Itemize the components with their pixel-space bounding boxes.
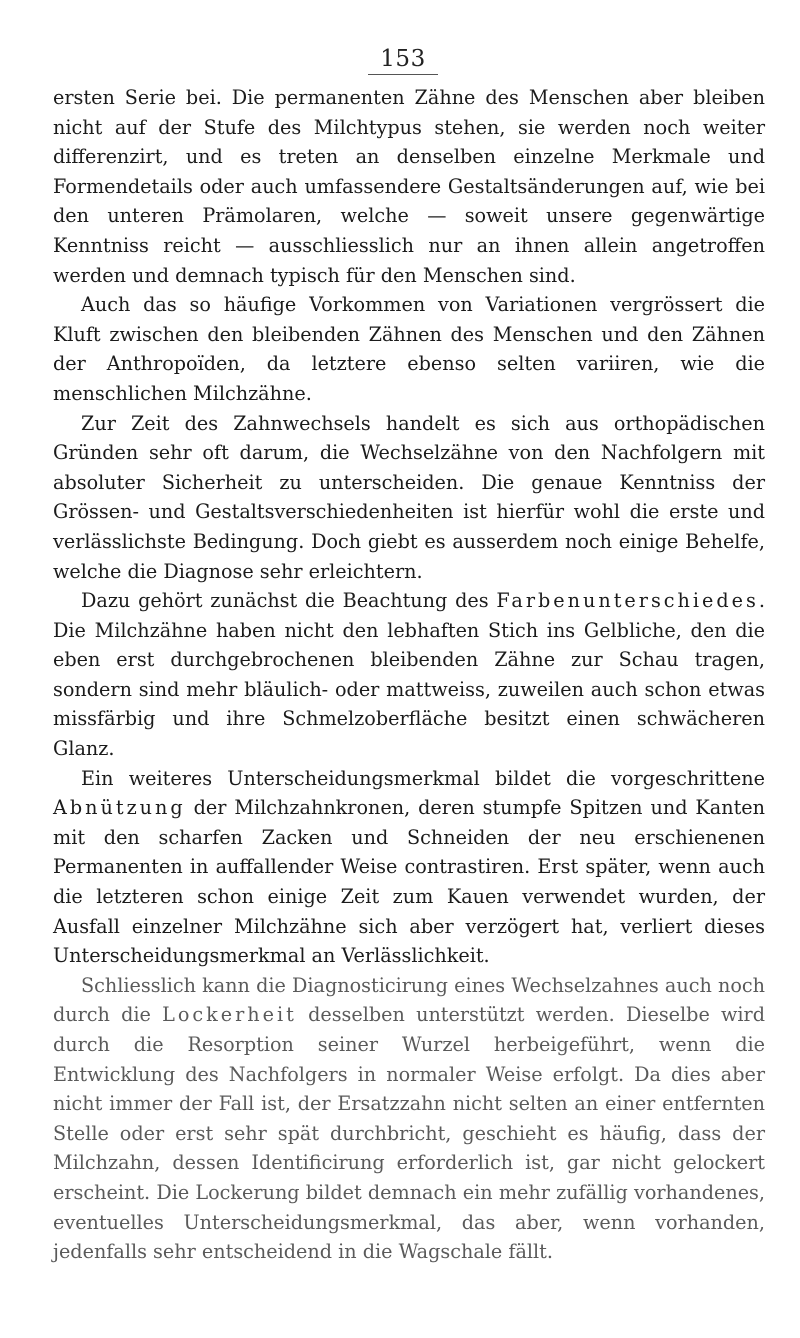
emphasized-term: Abnützung xyxy=(53,796,186,820)
emphasized-term: Lockerheit xyxy=(162,1003,297,1027)
text-run: der Milchzahnkronen, deren stumpfe Spitzen und Kanten mit den scharfen Zacken und Schneiden der neu erschienenen Permanenten in auffallender Weise contrastiren. Erst später, wenn auch die letzteren schon einige Zeit zum Kauen verwendet wurden, der Ausfall einzelner Milchzähne sich aber verzögert hat, verliert dieses Unterscheidungsmerkmal an Verlässlichkeit. xyxy=(53,796,765,968)
paragraph xyxy=(53,83,765,290)
text-run: Ein weiteres Unterscheidungsmerkmal bildet die vorgeschrittene xyxy=(81,766,765,790)
text-run: Schliesslich kann die Diagnosticirung eines Wechselzahnes auch noch durch die xyxy=(53,973,765,1027)
paragraph xyxy=(53,290,765,408)
paragraph xyxy=(53,409,765,587)
body-text xyxy=(53,83,765,1267)
text-run: . Die Milchzähne haben nicht den lebhaften Stich ins Gelbliche, den die eben erst durchgebrochenen bleibenden Zähne zur Schau tragen, sondern sind mehr bläulich- oder mattweiss, zuweilen auch schon etwas missfärbig und ihre Schmelzoberfläche besitzt einen schwächeren Glanz. xyxy=(53,589,765,761)
text-run: ersten Serie bei. Die permanenten Zähne des Menschen aber bleiben nicht auf der Stufe des Milchtypus stehen, sie werden noch weiter differenzirt, und es treten an denselben einzelne Merkmale und Formendetails oder auch umfassendere Gestaltsänderungen auf, wie bei den unteren Prämolaren, welche — soweit unsere gegenwärtige Kenntniss reicht — ausschliesslich nur an ihnen allein angetroffen werden und demnach typisch für den Menschen sind. xyxy=(53,86,765,287)
text-run: Auch das so häufige Vorkommen von Variationen vergrössert die Kluft zwischen den bleibenden Zähnen des Menschen und den Zähnen der Anthropoïden, da letztere ebenso selten variiren, wie die menschlichen Milchzähne. xyxy=(53,293,765,405)
paragraph xyxy=(53,971,765,1267)
paragraph xyxy=(53,586,765,764)
text-run: Dazu gehört zunächst die Beachtung des xyxy=(81,589,497,613)
page-number-rule xyxy=(368,74,438,75)
text-run: desselben unterstützt werden. Dieselbe wird durch die Resorption seiner Wurzel herbeigeführt, wenn die Entwicklung des Nachfolgers in normaler Weise erfolgt. Da dies aber nicht immer der Fall ist, der Ersatzzahn nicht selten an einer entfernten Stelle oder erst sehr spät durchbricht, geschieht es häufig, dass der Milchzahn, dessen Identificirung erforderlich ist, gar nicht gelockert erscheint. Die Lockerung bildet demnach ein mehr zufällig vorhandenes, eventuelles Unterscheidungsmerkmal, das aber, wenn vorhanden, jedenfalls sehr entscheidend in die Wagschale fällt. xyxy=(53,1003,766,1264)
emphasized-term: Farbenunterschiedes xyxy=(496,589,759,613)
page-number: 153 xyxy=(380,46,426,72)
text-run: Zur Zeit des Zahnwechsels handelt es sich aus orthopädischen Gründen sehr oft darum, die Wechselzähne von den Nachfolgern mit absoluter Sicherheit zu unterscheiden. Die genaue Kenntniss der Grössen- und Gestaltsverschiedenheiten ist hierfür wohl die erste und verlässlichste Bedingung. Doch giebt es ausserdem noch einige Behelfe, welche die Diagnose sehr erleichtern. xyxy=(53,411,765,583)
paragraph xyxy=(53,764,765,971)
